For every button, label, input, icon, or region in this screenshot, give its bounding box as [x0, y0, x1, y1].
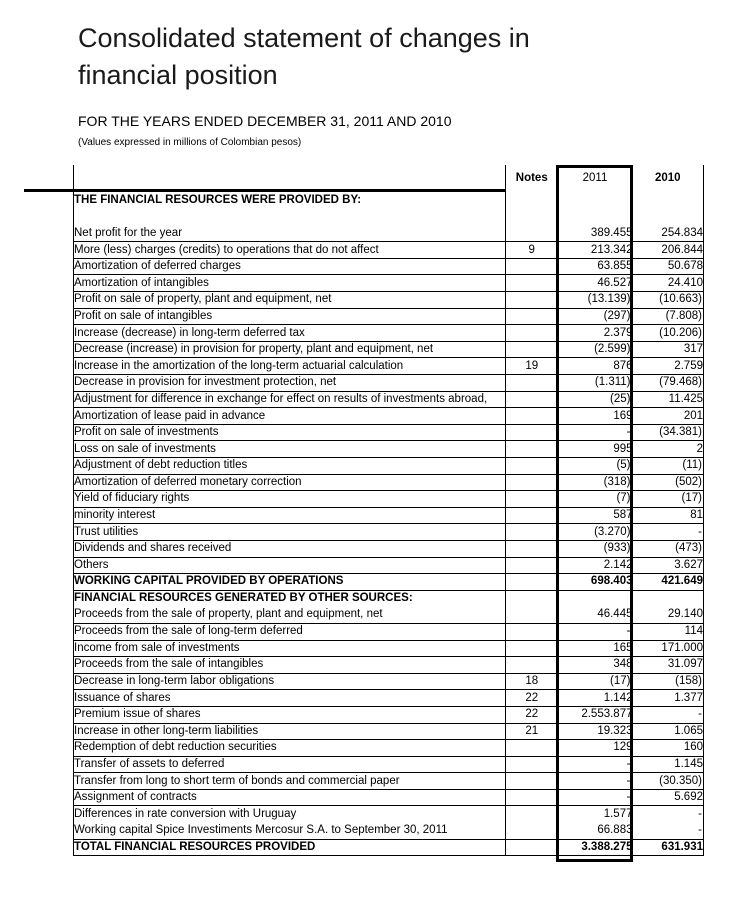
row-note [506, 574, 558, 591]
table-row [74, 557, 704, 574]
row-label: THE FINANCIAL RESOURCES WERE PROVIDED BY: [74, 192, 506, 209]
row-label: Trust utilities [74, 524, 506, 541]
row-value-2010: 5.692 [633, 789, 704, 806]
row-value-2010 [633, 590, 704, 607]
row-value-2011: 63.855 [558, 258, 633, 275]
row-label: Adjustment for difference in exchange for effect on results of investments abroad, [74, 391, 506, 408]
row-note: 21 [506, 723, 558, 740]
table-row [74, 242, 704, 259]
row-value-2011: (297) [558, 308, 633, 325]
table-row [74, 408, 704, 425]
row-label: Increase in other long-term liabilities [74, 723, 506, 740]
row-value-2010: 2 [633, 441, 704, 458]
row-note [506, 806, 558, 823]
row-label: Proceeds from the sale of property, plant and equipment, net [74, 607, 506, 624]
row-value-2010: (473) [633, 540, 704, 557]
table-row [74, 209, 704, 226]
table-row [74, 524, 704, 541]
row-label: Yield of fiduciary rights [74, 491, 506, 508]
table-row [74, 740, 704, 757]
values-unit-note: (Values expressed in millions of Colombian pesos) [78, 137, 302, 148]
row-value-2011: - [558, 756, 633, 773]
page-title-line1: Consolidated statement of changes in [78, 23, 530, 53]
row-note [506, 524, 558, 541]
table-row [74, 292, 704, 309]
row-value-2010 [633, 209, 704, 226]
table-row [74, 474, 704, 491]
row-value-2010: (10.206) [633, 325, 704, 342]
row-label: Issuance of shares [74, 690, 506, 707]
row-note [506, 740, 558, 757]
row-label: Amortization of intangibles [74, 275, 506, 292]
row-note: 22 [506, 690, 558, 707]
row-value-2010: 24.410 [633, 275, 704, 292]
row-value-2010: 29.140 [633, 607, 704, 624]
row-label: Proceeds from the sale of long-term deferred [74, 623, 506, 640]
row-label: Premium issue of shares [74, 706, 506, 723]
row-value-2011: 169 [558, 408, 633, 425]
row-note [506, 275, 558, 292]
row-value-2011: 46.445 [558, 607, 633, 624]
row-value-2010: 3.627 [633, 557, 704, 574]
row-value-2011: 46.527 [558, 275, 633, 292]
row-value-2011: 995 [558, 441, 633, 458]
table-row [74, 756, 704, 773]
row-note [506, 458, 558, 475]
row-value-2010: (17) [633, 491, 704, 508]
row-note [506, 839, 558, 856]
row-value-2010: (10.663) [633, 292, 704, 309]
row-label: Decrease in provision for investment protection, net [74, 375, 506, 392]
row-note [506, 341, 558, 358]
row-label: TOTAL FINANCIAL RESOURCES PROVIDED [74, 839, 506, 856]
table-row [74, 225, 704, 242]
table-row [74, 424, 704, 441]
row-label [74, 209, 506, 226]
table-row [74, 657, 704, 674]
row-note [506, 192, 558, 209]
row-value-2010: 114 [633, 623, 704, 640]
row-value-2010: 317 [633, 341, 704, 358]
row-note: 19 [506, 358, 558, 375]
row-label: Transfer from long to short term of bonds and commercial paper [74, 773, 506, 790]
row-label: Assignment of contracts [74, 789, 506, 806]
row-value-2011: (13.139) [558, 292, 633, 309]
row-value-2011: 1.577 [603, 808, 633, 821]
row-value-2011: 698.403 [558, 574, 633, 591]
row-note [506, 823, 558, 840]
row-value-2010: 31.097 [633, 657, 704, 674]
row-value-2011 [558, 209, 633, 226]
row-note [506, 540, 558, 557]
table-row [74, 341, 704, 358]
row-value-2011: 2.553.877 [558, 706, 633, 723]
row-value-2010: 1.377 [633, 690, 704, 707]
row-value-2011: - [558, 789, 633, 806]
row-value-2010: (30.350) [633, 773, 704, 790]
column-header-notes: Notes [515, 172, 548, 184]
row-value-2011: - [558, 773, 633, 790]
table-row [74, 789, 704, 806]
row-note [506, 657, 558, 674]
row-label: Increase in the amortization of the long-term actuarial calculation [74, 358, 506, 375]
row-label: Others [74, 557, 506, 574]
row-note [506, 557, 558, 574]
table-row [74, 391, 704, 408]
row-value-2010: (7.808) [633, 308, 704, 325]
table-row [74, 640, 704, 657]
table-header-row [74, 165, 704, 192]
row-value-2011: - [558, 623, 633, 640]
row-label: Dividends and shares received [74, 540, 506, 557]
table-row [74, 358, 704, 375]
table-row [74, 839, 704, 856]
table-row [74, 540, 704, 557]
row-label: minority interest [74, 507, 506, 524]
row-value-2010: 50.678 [633, 258, 704, 275]
row-note [506, 507, 558, 524]
row-value-2011: 19.323 [558, 723, 633, 740]
row-label: Working capital Spice Investiments Mercosur S.A. to September 30, 2011 [74, 823, 506, 840]
row-value-2011 [558, 192, 633, 209]
row-value-2011: 2.142 [558, 557, 633, 574]
row-label: WORKING CAPITAL PROVIDED BY OPERATIONS [74, 574, 506, 591]
row-note [506, 424, 558, 441]
statement-table-body [74, 192, 704, 856]
row-value-2011: (25) [558, 391, 633, 408]
row-label: Income from sale of investments [74, 640, 506, 657]
row-note [506, 607, 558, 624]
row-value-2010: 421.649 [633, 574, 704, 591]
column-header-2010: 2010 [633, 165, 704, 192]
row-label: Amortization of deferred charges [74, 258, 506, 275]
row-note [506, 258, 558, 275]
row-note [506, 623, 558, 640]
statement-table [73, 165, 704, 856]
row-note [506, 640, 558, 657]
table-row [74, 458, 704, 475]
row-note [506, 225, 558, 242]
row-label: Adjustment of debt reduction titles [74, 458, 506, 475]
page-title-line2: financial position [78, 60, 278, 90]
row-value-2010: - [633, 706, 704, 723]
row-value-2011: (1.311) [558, 375, 633, 392]
row-note [506, 375, 558, 392]
row-label: Differences in rate conversion with Uruguay [74, 806, 506, 823]
row-value-2010: 2.759 [633, 358, 704, 375]
row-value-2011: (17) [558, 673, 633, 690]
row-note [506, 209, 558, 226]
row-value-2010: 1.065 [633, 723, 704, 740]
row-label: Increase (decrease) in long-term deferred tax [74, 325, 506, 342]
row-value-2011: 587 [558, 507, 633, 524]
row-note [506, 292, 558, 309]
row-value-2011: (933) [558, 540, 633, 557]
row-note [506, 590, 558, 607]
table-row [74, 574, 704, 591]
row-value-2010: - [633, 823, 704, 840]
page-title [78, 20, 530, 94]
table-row [74, 258, 704, 275]
row-value-2010: (11) [633, 458, 704, 475]
table-row [74, 806, 704, 823]
row-value-2010: 81 [633, 507, 704, 524]
row-value-2010: (34.381) [633, 424, 704, 441]
row-value-2010: (158) [633, 673, 704, 690]
row-label: Transfer of assets to deferred [74, 756, 506, 773]
table-row [74, 690, 704, 707]
row-value-2010: 11.425 [633, 391, 704, 408]
row-label: Amortization of lease paid in advance [74, 408, 506, 425]
table-row [74, 308, 704, 325]
column-header-2011: 2011 [582, 172, 608, 184]
row-value-2011: 213.342 [558, 242, 633, 259]
row-value-2011: 2.379 [558, 325, 633, 342]
table-row [74, 673, 704, 690]
row-value-2011: (7) [558, 491, 633, 508]
row-value-2010: (502) [633, 474, 704, 491]
row-note: 9 [506, 242, 558, 259]
table-row [74, 375, 704, 392]
row-value-2011: (2.599) [558, 341, 633, 358]
row-note [506, 491, 558, 508]
table-row [74, 773, 704, 790]
row-value-2011: 876 [558, 358, 633, 375]
row-value-2010: 631.931 [633, 839, 704, 856]
row-value-2010: - [633, 524, 704, 541]
table-row [74, 192, 704, 209]
row-value-2010: 254.834 [633, 225, 704, 242]
row-value-2011: 129 [558, 740, 633, 757]
row-note: 18 [506, 673, 558, 690]
row-value-2010: 160 [633, 740, 704, 757]
table-row [74, 723, 704, 740]
row-label: Proceeds from the sale of intangibles [74, 657, 506, 674]
row-value-2011: 165 [558, 640, 633, 657]
row-value-2011: - [558, 424, 633, 441]
row-note [506, 474, 558, 491]
table-row [74, 441, 704, 458]
row-label: Decrease (increase) in provision for property, plant and equipment, net [74, 341, 506, 358]
table-row [74, 325, 704, 342]
row-label: Profit on sale of property, plant and equipment, net [74, 292, 506, 309]
row-note [506, 441, 558, 458]
row-label: FINANCIAL RESOURCES GENERATED BY OTHER SOURCES: [74, 590, 506, 607]
header-spacer-cell [74, 165, 506, 192]
row-label: Loss on sale of investments [74, 441, 506, 458]
row-label: Decrease in long-term labor obligations [74, 673, 506, 690]
row-value-2010: - [633, 806, 704, 823]
table-row [74, 706, 704, 723]
table-row [74, 823, 704, 840]
table-row [74, 623, 704, 640]
row-label: Redemption of debt reduction securities [74, 740, 506, 757]
row-value-2010: 206.844 [633, 242, 704, 259]
row-value-2011: 1.142 [558, 690, 633, 707]
row-label: Amortization of deferred monetary correction [74, 474, 506, 491]
row-label: Net profit for the year [74, 225, 506, 242]
table-row [74, 607, 704, 624]
row-value-2011: (5) [558, 458, 633, 475]
row-value-2010 [633, 192, 704, 209]
table-row [74, 275, 704, 292]
row-note [506, 789, 558, 806]
row-value-2011 [558, 590, 633, 607]
table-row [74, 507, 704, 524]
row-label: Profit on sale of investments [74, 424, 506, 441]
row-note [506, 773, 558, 790]
row-label: More (less) charges (credits) to operations that do not affect [74, 242, 506, 259]
statement-period-subtitle: FOR THE YEARS ENDED DECEMBER 31, 2011 AND 2010 [78, 113, 452, 129]
row-note [506, 391, 558, 408]
row-label: Profit on sale of intangibles [74, 308, 506, 325]
row-value-2011: 66.883 [558, 823, 633, 840]
row-value-2010: 171.000 [633, 640, 704, 657]
row-note [506, 756, 558, 773]
row-note: 22 [506, 706, 558, 723]
row-value-2010: (79.468) [633, 375, 704, 392]
row-value-2011: (3.270) [558, 524, 633, 541]
table-row [74, 590, 704, 607]
table-row [74, 491, 704, 508]
row-note [506, 325, 558, 342]
row-note [506, 408, 558, 425]
row-note [506, 308, 558, 325]
row-value-2011: (318) [558, 474, 633, 491]
row-value-2011: 3.388.275 [558, 839, 633, 856]
row-value-2010: 201 [633, 408, 704, 425]
row-value-2011: 348 [558, 657, 633, 674]
row-value-2011: 389.455 [558, 225, 633, 242]
row-value-2010: 1.145 [633, 756, 704, 773]
